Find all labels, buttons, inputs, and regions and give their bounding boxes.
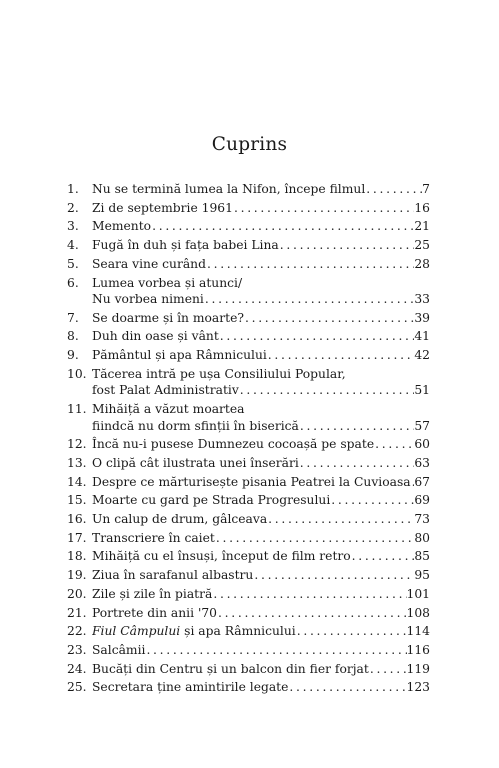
entry-title-line (92, 511, 430, 528)
entry-number: 11. (67, 402, 87, 416)
entry-title-line (92, 237, 430, 254)
dot-leader (299, 455, 415, 472)
toc-entry (0, 218, 499, 235)
toc-entry (0, 623, 499, 640)
entry-number: 4. (67, 238, 79, 253)
entry-number: 14. (67, 474, 87, 489)
entry-title-line-continued (92, 275, 430, 292)
page-number: 42 (414, 348, 430, 363)
dot-leader (244, 310, 414, 327)
dot-leader (233, 200, 414, 217)
entry-title-line (92, 310, 430, 327)
entry-title-line (92, 418, 430, 435)
toc-entry (0, 237, 499, 254)
toc-entry (0, 275, 499, 308)
entry-number: 22. (67, 624, 87, 639)
page-number: 114 (406, 624, 430, 639)
entry-number: 13. (67, 455, 87, 470)
entry-number: 17. (67, 530, 87, 545)
toc-entry (0, 347, 499, 364)
entry-title: Fiul Câmpului și apa Râmnicului (92, 624, 296, 639)
entry-number: 12. (67, 437, 87, 452)
page-number: 101 (406, 586, 430, 601)
page-number: 116 (406, 642, 430, 657)
toc-entry (0, 586, 499, 603)
entry-title-line (92, 679, 430, 696)
toc-entry (0, 492, 499, 509)
entry-number: 15. (67, 493, 87, 508)
entry-title-line (92, 200, 430, 217)
toc-entry (0, 679, 499, 696)
entry-title: Nu vorbea nimeni (92, 292, 204, 306)
entry-title: Salcâmii (92, 642, 146, 657)
entry-title: Moarte cu gard pe Strada Progresului (92, 493, 331, 508)
dot-leader (288, 679, 406, 696)
entry-number: 23. (67, 642, 87, 657)
entry-number: 20. (67, 586, 87, 601)
entry-number: 18. (67, 549, 87, 564)
entry-title-line (92, 567, 430, 584)
page-number: 16 (414, 200, 430, 215)
page-number: 67 (414, 474, 430, 489)
entry-number: 2. (67, 200, 79, 215)
entry-title: fiindcă nu dorm sfinții în biserică (92, 418, 299, 433)
dot-leader (351, 548, 415, 565)
page-number: 57 (414, 418, 430, 433)
entry-title-line (92, 623, 430, 640)
page-number: 7 (422, 182, 430, 196)
dot-leader (267, 347, 415, 364)
toc-entry (0, 328, 499, 345)
entry-title-line-continued (92, 401, 430, 418)
entry-title-line (92, 492, 430, 509)
entry-number: 21. (67, 605, 87, 620)
dot-leader (212, 586, 406, 603)
toc-entry (0, 642, 499, 659)
toc-entry (0, 474, 499, 491)
dot-leader (219, 328, 415, 345)
entry-number: 3. (67, 219, 79, 234)
entry-title: Tăcerea intră pe ușa Consiliului Popular, (92, 366, 346, 381)
toc-entry (0, 530, 499, 547)
dot-leader (217, 605, 407, 622)
dot-leader (204, 291, 414, 308)
dot-leader (215, 530, 415, 547)
dot-leader (369, 661, 407, 678)
page-number: 41 (414, 329, 430, 344)
toc-entry (0, 200, 499, 217)
entry-title-line (92, 586, 430, 603)
entry-title-line (92, 605, 430, 622)
page-number: 95 (414, 568, 430, 583)
toc-entry (0, 455, 499, 472)
entry-title-line (92, 661, 430, 678)
toc-entry (0, 511, 499, 528)
entry-title: Ziua în sarafanul albastru (92, 568, 254, 583)
toc-entry (0, 661, 499, 678)
page-number: 73 (414, 512, 430, 526)
page-number: 25 (414, 238, 430, 253)
entry-title: Fugă în duh și fața babei Lina (92, 238, 279, 253)
entry-title: Lumea vorbea și atunci/ (92, 275, 243, 290)
dot-leader (374, 436, 414, 453)
dot-leader (296, 623, 407, 640)
page-number: 51 (414, 383, 430, 398)
dot-leader (239, 382, 415, 399)
entry-number: 16. (67, 512, 87, 526)
entry-title-line (92, 530, 430, 547)
entry-title-line (92, 548, 430, 565)
entry-title: Zi de septembrie 1961 (92, 200, 233, 215)
dot-leader (330, 492, 414, 509)
entry-title-line (92, 218, 430, 235)
toc-entry (0, 548, 499, 565)
dot-leader (253, 567, 414, 584)
entry-number: 10. (67, 366, 87, 381)
toc-entry (0, 401, 499, 434)
entry-title: Un calup de drum, gâlceava (92, 512, 268, 526)
entry-number: 1. (67, 182, 79, 196)
entry-title-line (92, 256, 430, 273)
page-title: Cuprins (211, 134, 288, 155)
entry-title-line (92, 328, 430, 345)
entry-title-line (92, 455, 430, 472)
entry-number: 19. (67, 568, 87, 583)
dot-leader (206, 256, 414, 273)
toc-entry (0, 366, 499, 399)
entry-title: Mihăiță a văzut moartea (92, 402, 245, 416)
entry-title: Memento (92, 219, 152, 234)
entry-title-line (92, 181, 430, 198)
entry-title: fost Palat Administrativ (92, 383, 239, 398)
entry-title: Pământul și apa Râmnicului (92, 348, 267, 363)
toc-entry (0, 605, 499, 622)
entry-title: Secretara ține amintirile legate (92, 680, 289, 695)
toc-entry (0, 436, 499, 453)
entry-title-line-continued (92, 366, 430, 383)
entry-title: Transcriere în caiet (92, 530, 215, 545)
page-number: 28 (414, 256, 430, 271)
toc-entry (0, 256, 499, 273)
dot-leader (145, 642, 406, 659)
page-number: 63 (414, 455, 430, 470)
entry-title: Duh din oase și vânt (92, 329, 219, 344)
entry-title: O clipă cât ilustrata unei înserări (92, 455, 299, 470)
page-number: 60 (414, 437, 430, 452)
entry-title: Despre ce mărturisește pisania Peatrei la Cuvioasa (92, 474, 411, 489)
toc-entry (0, 567, 499, 584)
entry-title: Portrete din anii '70 (92, 605, 217, 620)
entry-number: 7. (67, 310, 79, 325)
entry-title-line (92, 291, 430, 308)
entry-number: 24. (67, 661, 87, 676)
dot-leader (299, 418, 414, 435)
dot-leader (151, 218, 414, 235)
entry-number: 25. (67, 680, 87, 695)
toc-entry (0, 310, 499, 327)
entry-number: 6. (67, 275, 79, 290)
entry-title: Se doarme și în moarte? (92, 310, 244, 325)
entry-title: Seara vine curând (92, 256, 206, 271)
page-number: 21 (414, 219, 430, 234)
entry-number: 9. (67, 348, 79, 363)
entry-title: Zile și zile în piatră (92, 586, 213, 601)
dot-leader (267, 511, 414, 528)
page-number: 119 (406, 661, 430, 676)
entry-title-line (92, 642, 430, 659)
entry-title: Nu se termină lumea la Nifon, începe filmul (92, 182, 366, 196)
page-number: 39 (414, 310, 430, 325)
entry-title-line (92, 382, 430, 399)
page-number: 85 (414, 549, 430, 564)
entry-title: Mihăiță cu el însuși, început de film retro (92, 549, 351, 564)
page-number: 123 (406, 680, 430, 695)
entry-number: 8. (67, 329, 79, 344)
entry-title-line (92, 436, 430, 453)
dot-leader (365, 181, 422, 198)
entry-number: 5. (67, 256, 79, 271)
dot-leader (279, 237, 415, 254)
entry-title: Bucăți din Centru și un balcon din fier forjat (92, 661, 369, 676)
entry-title: Încă nu-i pusese Dumnezeu cocoașă pe spate (92, 437, 375, 452)
page-number: 69 (414, 493, 430, 508)
page-number: 108 (406, 605, 430, 620)
entry-title-line (92, 347, 430, 364)
page-number: 33 (414, 292, 430, 306)
page-number: 80 (414, 530, 430, 545)
toc-entry (0, 181, 499, 198)
entry-title-line (92, 474, 430, 491)
